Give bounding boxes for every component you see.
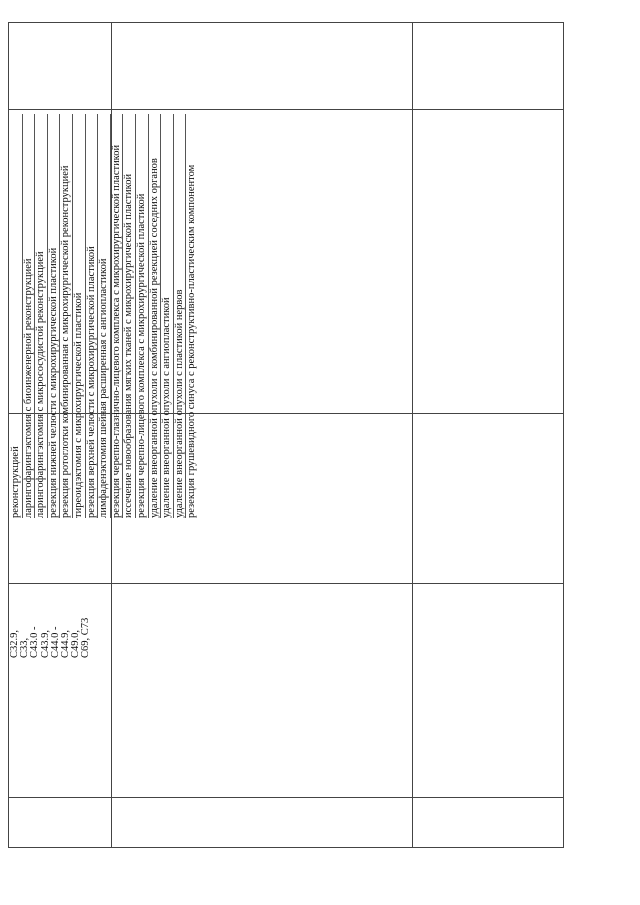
procedure-item: лимфаденэктомия шейная расширенная с ангиопластикой <box>98 114 111 518</box>
procedure-item: ларингофарингэктомия с биоинженерной реконструкцией <box>23 114 36 518</box>
procedure-item: удаление внеорганной опухоли с пластикой нервов <box>174 114 187 518</box>
icd-code: C49.0, <box>70 629 82 658</box>
row-divider <box>8 797 564 798</box>
procedure-item: резекция грушевидного синуса с реконструктивно-пластическим компонентом <box>186 164 198 518</box>
procedure-item: иссечение новообразования мягких тканей с микрохирургической пластикой <box>123 114 136 518</box>
row-divider <box>8 109 564 110</box>
procedure-item: тиреоидэктомия с микрохирургической пластикой <box>73 114 86 518</box>
icd-code: C44.0 - <box>49 626 61 658</box>
procedure-item: ларингофарингэктомия с микрососудистой реконструкцией <box>35 114 48 518</box>
icd-code: C69, C73 <box>80 617 92 658</box>
procedure-item: резекция ротоглотки комбинированная с микрохирургической реконструкцией <box>60 114 73 518</box>
icd-code: C32.9, <box>9 629 20 658</box>
icd-code: C43.0 - <box>29 626 41 658</box>
procedure-list <box>10 114 198 518</box>
procedure-item: удаление внеорганной опухоли с ангиопластикой <box>161 114 174 518</box>
procedure-item: резекция верхней челюсти с микрохирургической пластикой <box>86 114 99 518</box>
procedure-item: реконструкцией <box>10 114 23 518</box>
procedure-item: резекция нижней челюсти с микрохирургической пластикой <box>48 114 61 518</box>
procedure-item: удаление внеорганной опухоли с комбинированной резекцией соседних органов <box>149 114 162 518</box>
procedure-item: резекция черепно-глазнично-лицевого комплекса с микрохирургической пластикой <box>111 114 124 518</box>
icd-codes <box>10 584 92 658</box>
icd-code: C43.9, <box>39 629 51 658</box>
column-divider <box>412 22 413 848</box>
procedure-item: резекция черепно-лицевого комплекса с микрохирургической пластикой <box>136 114 149 518</box>
icd-code: C33, <box>19 637 31 658</box>
icd-code: C44.9, <box>60 629 72 658</box>
